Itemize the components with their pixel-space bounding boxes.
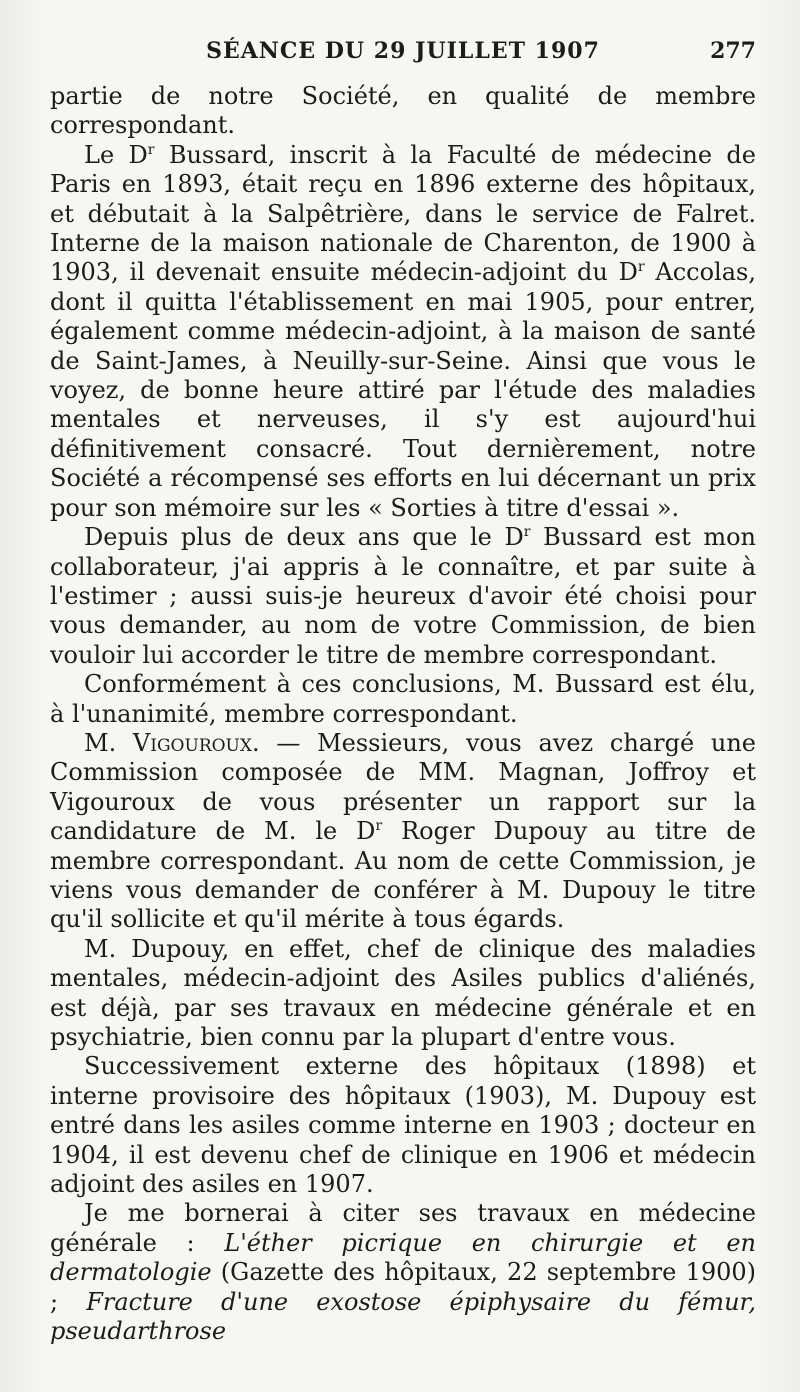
- paragraph-3-text-a: Depuis plus de deux ans que le D: [84, 523, 524, 552]
- superscript: r: [637, 259, 645, 276]
- superscript: r: [523, 524, 531, 541]
- paragraph-6: [50, 935, 756, 1053]
- paragraph-2-text-a: Le D: [84, 140, 148, 169]
- speaker-name: M. Vigouroux.: [84, 728, 260, 757]
- paragraph-8-text-a: Je me bornerai à citer ses travaux en médecine générale :: [50, 1199, 756, 1257]
- paragraph-8-text-b: (Gazette des hôpitaux, 22 septembre 1900) ;: [50, 1258, 756, 1316]
- paragraph-3: [50, 523, 756, 670]
- paragraph-1: [50, 82, 756, 141]
- running-title: SÉANCE DU 29 JUILLET 1907: [206, 38, 600, 64]
- paragraph-5: [50, 729, 756, 935]
- paragraph-6-text: M. Dupouy, en effet, chef de clinique des maladies mentales, médecin-adjoint des Asiles publics d'aliénés, est déjà, par ses travaux en médecine générale et en psychiatrie, bien connu par la plupart d'entre vous.: [50, 934, 756, 1051]
- paragraph-4: [50, 670, 756, 729]
- paragraph-5-text-b: Roger Dupouy au titre de membre correspondant. Au nom de cette Commission, je viens vous demander de conférer à M. Dupouy le titre qu'il sollicite et qu'il mérite à tous égards.: [50, 817, 757, 934]
- paragraph-7-text: Successivement externe des hôpitaux (1898) et interne provisoire des hôpitaux (1903), M. Dupouy est entré dans les asiles comme interne en 1903 ; docteur en 1904, il est devenu chef de clinique en 1906 et médecin adjoint des asiles en 1907.: [50, 1052, 756, 1199]
- paragraph-2: [50, 141, 756, 523]
- paragraph-7: [50, 1052, 756, 1199]
- paragraph-2-text-c: Accolas, dont il quitta l'établissement en mai 1905, pour entrer, également comme médecin-adjoint, à la maison de santé de Saint-James, à Neuilly-sur-Seine. Ainsi que vous le voyez, de bonne heure attiré par l'étude des maladies mentales et nerveuses, il s'y est aujourd'hui définitivement consacré. Tout dernièrement, notre Société a récompensé ses efforts en lui décernant un prix pour son mémoire sur les « Sorties à titre d'essai ».: [50, 258, 756, 522]
- paragraph-2-text-b: Bussard, inscrit à la Faculté de médecine de Paris en 1893, était reçu en 1896 externe des hôpitaux, et débutait à la Salpêtrière, dans le service de Falret. Interne de la maison nationale de Charenton, de 1900 à 1903, il devenait ensuite médecin-adjoint du D: [50, 140, 756, 287]
- citation-title: L'éther picrique en chirurgie et en dermatologie: [50, 1228, 756, 1287]
- page-header: [50, 38, 756, 82]
- paragraph-5-text-a: — Messieurs, vous avez chargé une Commission composée de MM. Magnan, Joffroy et Vigouroux de vous présenter un rapport sur la candidature de M. le D: [50, 728, 756, 846]
- superscript: r: [147, 141, 155, 158]
- superscript: r: [375, 818, 383, 835]
- paragraph-1-text: partie de notre Société, en qualité de membre correspondant.: [50, 82, 756, 140]
- citation-title: Fracture d'une exostose épiphysaire du fémur, pseudarthrose: [50, 1287, 756, 1346]
- paragraph-4-text: Conformément à ces conclusions, M. Bussard est élu, à l'unanimité, membre correspondant.: [50, 670, 756, 728]
- paragraph-8: [50, 1199, 756, 1346]
- body-text: [50, 82, 756, 1346]
- page-number: 277: [710, 38, 756, 64]
- paragraph-3-text-b: Bussard est mon collaborateur, j'ai appris à le connaître, et par suite à l'estimer ; aussi suis-je heureux d'avoir été choisi pour vous demander, au nom de votre Commission, de bien vouloir lui accorder le titre de membre correspondant.: [50, 523, 757, 669]
